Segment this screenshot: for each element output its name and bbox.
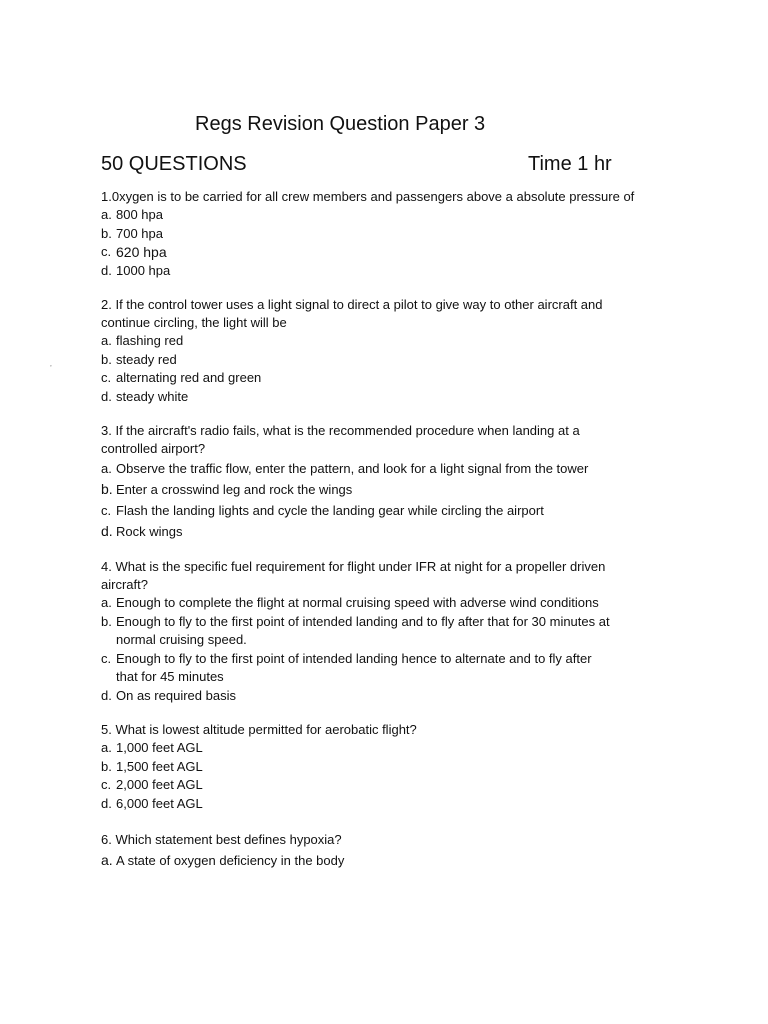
option-text: 620 hpa — [116, 244, 167, 260]
option-letter: d. — [101, 388, 112, 404]
option-text: Enough to fly to the first point of intended landing hence to alternate and to fly after that for 45 minutes — [116, 650, 592, 684]
option-letter: c. — [101, 503, 112, 518]
option-letter: b. — [101, 351, 112, 367]
option-letter: d. — [101, 795, 112, 811]
option-text: Enter a crosswind leg and rock the wings — [116, 482, 353, 497]
option-d — [101, 687, 616, 706]
option-b — [101, 758, 701, 777]
option-text: 6,000 feet AGL — [116, 795, 203, 811]
page-title: Regs Revision Question Paper 3 — [195, 113, 486, 135]
option-a — [101, 594, 616, 613]
option-b — [101, 351, 701, 370]
question-text: 4. What is the specific fuel requirement for flight under IFR at night for a propeller driven aircraft? — [101, 559, 606, 592]
question-text: 3. If the aircraft's radio fails, what is the recommended procedure when landing at a controlled airport? — [101, 423, 580, 456]
option-a — [101, 332, 701, 351]
option-c — [101, 776, 701, 795]
option-text: alternating red and green — [116, 370, 262, 385]
question-6 — [101, 829, 701, 871]
option-text: Observe the traffic flow, enter the pattern, and look for a light signal from the tower — [116, 461, 589, 476]
question-4 — [101, 558, 701, 705]
option-letter: d. — [101, 687, 112, 703]
option-a — [101, 206, 701, 225]
question-count: 50 QUESTIONS — [101, 153, 247, 175]
option-letter: c. — [101, 650, 112, 666]
question-2 — [101, 296, 701, 406]
option-text: 1000 hpa — [116, 262, 171, 278]
option-letter: a. — [101, 852, 113, 868]
option-c — [101, 500, 701, 521]
option-text: On as required basis — [116, 687, 236, 703]
option-b — [101, 613, 616, 650]
option-text: 700 hpa — [116, 225, 163, 241]
option-c — [101, 650, 616, 687]
option-letter: a. — [101, 740, 112, 755]
option-text: steady white — [116, 388, 189, 404]
option-letter: a. — [101, 333, 112, 348]
option-letter: b. — [101, 481, 113, 497]
option-letter: b. — [101, 613, 112, 629]
option-text: flashing red — [116, 333, 184, 348]
question-5 — [101, 721, 701, 813]
option-text: Enough to complete the flight at normal cruising speed with adverse wind conditions — [116, 595, 599, 610]
option-d — [101, 521, 701, 542]
option-a — [101, 850, 701, 871]
option-a — [101, 458, 701, 479]
option-text: 1,000 feet AGL — [116, 740, 203, 755]
option-letter: b. — [101, 225, 112, 241]
option-b — [101, 225, 701, 244]
option-c — [101, 243, 701, 262]
option-text: Enough to fly to the first point of intended landing and to fly after that for 30 minutes at normal cruising speed. — [116, 613, 610, 647]
question-text: 2. If the control tower uses a light signal to direct a pilot to give way to other aircraft and continue circling, the light will be — [101, 297, 603, 330]
option-text: 1,500 feet AGL — [116, 758, 203, 774]
option-d — [101, 388, 701, 407]
option-text: A state of oxygen deficiency in the body — [116, 853, 345, 868]
option-text: Flash the landing lights and cycle the landing gear while circling the airport — [116, 503, 544, 518]
option-c — [101, 369, 701, 388]
option-b — [101, 479, 701, 500]
question-3 — [101, 422, 701, 542]
option-letter: d. — [101, 523, 113, 539]
option-letter: c. — [101, 244, 112, 259]
option-letter: a. — [101, 207, 112, 222]
stray-mark-icon: ’ — [50, 364, 52, 373]
option-a — [101, 739, 701, 758]
time-limit: Time 1 hr — [528, 153, 612, 175]
option-text: Rock wings — [116, 524, 183, 539]
option-letter: c. — [101, 370, 112, 385]
question-list — [101, 188, 701, 871]
option-text: steady red — [116, 351, 177, 367]
question-text: 5. What is lowest altitude permitted for aerobatic flight? — [101, 722, 417, 737]
option-text: 800 hpa — [116, 207, 163, 222]
question-text: 1.0xygen is to be carried for all crew members and passengers above a absolute pressure of — [101, 189, 635, 204]
question-1 — [101, 188, 701, 280]
option-d — [101, 262, 701, 281]
option-letter: b. — [101, 758, 112, 774]
option-letter: a. — [101, 461, 112, 476]
option-letter: c. — [101, 777, 112, 792]
option-letter: a. — [101, 595, 112, 610]
option-text: 2,000 feet AGL — [116, 777, 203, 792]
option-letter: d. — [101, 262, 112, 278]
option-d — [101, 795, 701, 814]
question-text: 6. Which statement best defines hypoxia? — [101, 832, 342, 847]
